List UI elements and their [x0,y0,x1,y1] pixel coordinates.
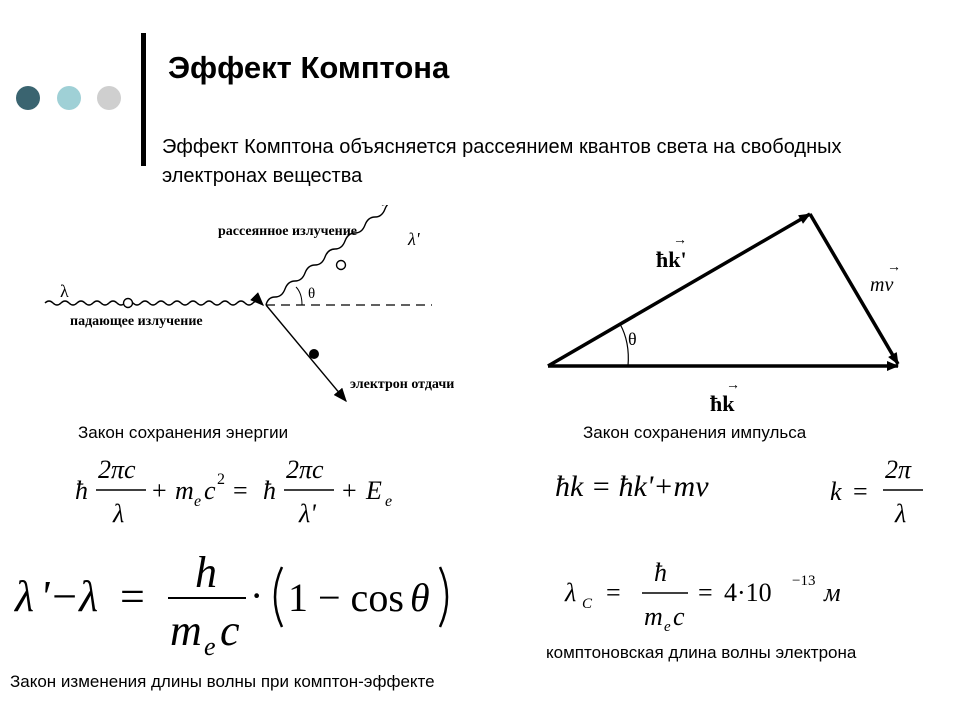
triangle-theta: θ [628,329,637,349]
f4-lambda: λ [15,572,35,621]
k-prime-label: ħk' [656,247,687,272]
f5-value: 4·10 [724,578,772,607]
scattered-wave [266,205,395,305]
f3-eq: = [853,477,868,506]
caption-momentum: Закон сохранения импульса [583,423,807,442]
f1-den: λ [113,499,125,528]
incident-photon [124,299,133,308]
decor-dot-dark [16,86,40,110]
f1-plus2: + [342,476,357,505]
slide-title: Эффект Комптона [168,50,450,85]
f5-eq2: = [698,578,713,607]
f4-right-paren [440,567,447,627]
f1-num2: 2πc [286,455,324,484]
f1-E: E [366,476,382,505]
f4-m: m [170,606,202,655]
recoil-electron [309,349,319,359]
f1-hbar2: ħ [263,476,276,505]
label-theta-small: θ [308,286,316,302]
f3-num: 2π [885,455,912,484]
label-lambda: λ [60,281,69,301]
f1-plus: + [152,476,167,505]
f1-e: e [194,493,202,510]
label-scattered: рассеянное излучение [218,224,358,239]
momentum-diagram [540,200,920,420]
electron-path [266,305,346,401]
caption-compton-length: комптоновская длина волны электрона [546,643,857,662]
incident-wave [45,301,263,305]
f4-cdot: · [250,573,264,618]
f4-theta: θ [410,575,430,620]
momentum-formula: ħk = ħk'+mv [555,470,709,503]
f5-unit: м [824,578,841,607]
angle-arc [296,287,302,305]
compton-length-formula [560,555,860,640]
decor-dot-grey [97,86,121,110]
f4-minus-lambda: '−λ [40,572,99,621]
label-electron: электрон отдачи [350,377,455,392]
f1-c: c [204,476,216,505]
title-divider [141,33,146,166]
scattering-diagram [40,205,490,415]
f1-sq: 2 [217,471,225,488]
f4-e: e [204,632,216,661]
energy-formula [70,448,430,538]
scattered-photon [337,261,346,270]
intro-text: Эффект Комптона объясняется рассеянием квантов света на свободных электронах вещества [162,136,842,187]
f5-hbar: ħ [654,558,667,587]
wavelength-formula [10,545,460,665]
f5-lambda: λ [565,578,577,607]
f5-eq: = [606,578,621,607]
f5-C: C [582,596,593,612]
mv-label: mv [870,274,894,296]
f5-exp: −13 [792,573,816,589]
label-incident: падающее излучение [70,314,203,329]
f3-k: k [830,477,842,506]
f1-hbar: ħ [75,476,88,505]
f4-c: c [220,606,240,655]
k-label: ħk [710,391,735,416]
f4-eq: = [120,572,145,621]
f5-c: c [673,602,685,631]
f1-num: 2πc [98,455,136,484]
f4-h: h [195,548,217,597]
mv-arrow: → [887,260,901,275]
k-prime-arrow: → [673,233,687,248]
f5-e: e [664,619,671,635]
k-formula [825,450,935,540]
f4-left-paren [275,567,282,627]
f3-den: λ [895,499,907,528]
f4-one-minus-cos: 1 − cos [288,575,404,620]
f1-den2: λ' [299,499,316,528]
decor-dot-light [57,86,81,110]
caption-energy: Закон сохранения энергии [78,423,289,442]
caption-wavelength: Закон изменения длины волны при комптон-эффекте [10,672,435,691]
label-lambda-prime: λ' [408,229,420,249]
f1-Ee: e [385,493,393,510]
f5-m: m [644,602,663,631]
k-arrow: → [726,378,740,393]
f1-m: m [175,476,194,505]
f1-eq: = [233,476,248,505]
